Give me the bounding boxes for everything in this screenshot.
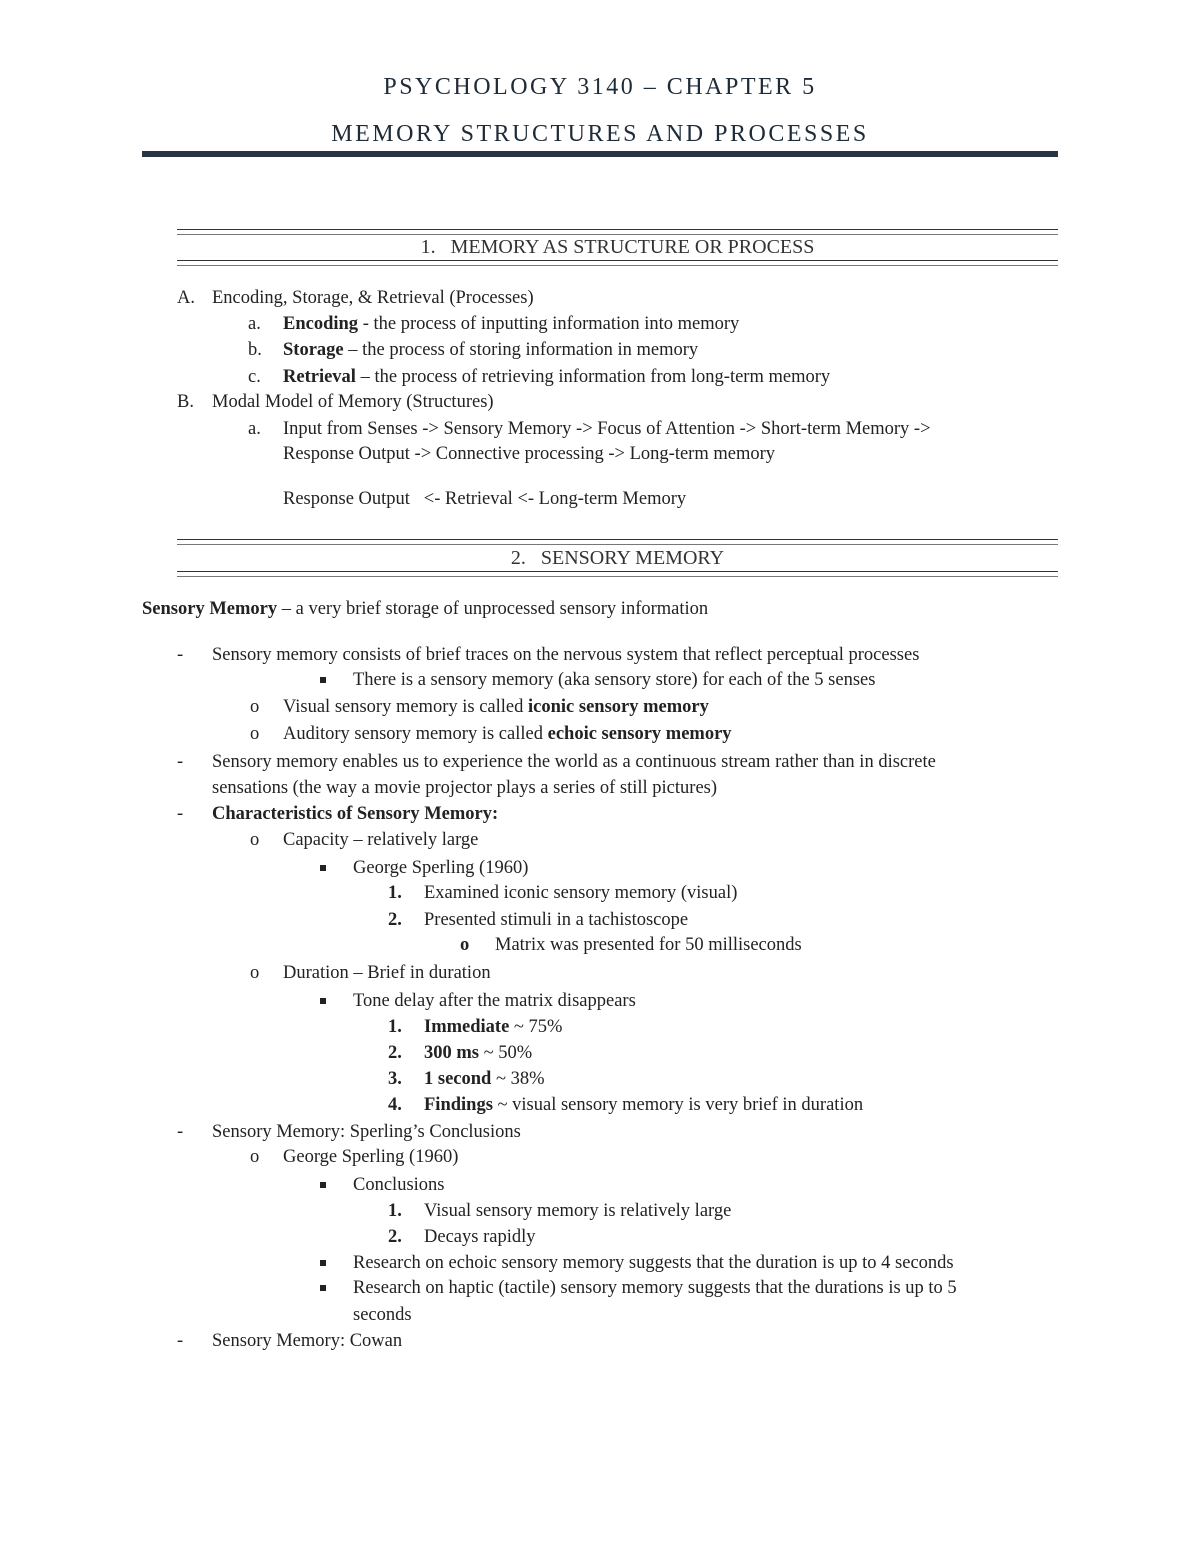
modal-model-line-2: Response Output -> Connective processing -> Long-term memory (283, 444, 776, 464)
dash-bullet: - (177, 1331, 184, 1351)
section-1-title: MEMORY AS STRUCTURE OR PROCESS (450, 236, 815, 258)
bullet-duration: Duration – Brief in duration (283, 963, 491, 983)
bullet-capacity: Capacity – relatively large (283, 830, 479, 850)
circle-bullet: o (250, 697, 260, 717)
conclusion-relatively-large: Visual sensory memory is relatively large (424, 1201, 732, 1221)
section-1-top-rule (177, 229, 1058, 235)
square-bullet (320, 998, 326, 1004)
bullet-continuous-stream-line-2: sensations (the way a movie projector plays a series of still pictures) (212, 778, 718, 798)
list-item-storage: Storage – the process of storing information in memory (283, 340, 699, 360)
bullet-brief-traces: Sensory memory consists of brief traces on the nervous system that reflect perceptual processes (212, 645, 920, 665)
section-2-heading (177, 547, 1058, 570)
bullet-sperling-conclusions: Sensory Memory: Sperling’s Conclusions (212, 1122, 521, 1142)
list-marker: b. (248, 340, 262, 360)
section-1-bottom-rule (177, 260, 1058, 266)
list-marker: c. (248, 367, 261, 387)
bullet-haptic-duration-line-1: Research on haptic (tactile) sensory memory suggests that the durations is up to 5 (353, 1278, 957, 1298)
section-2-title: SENSORY MEMORY (540, 547, 725, 569)
number-marker: 2. (388, 910, 402, 930)
bullet-iconic: Visual sensory memory is called iconic sensory memory (283, 697, 709, 717)
square-bullet (320, 1260, 326, 1266)
modal-model-line-1: Input from Senses -> Sensory Memory -> Focus of Attention -> Short-term Memory -> (283, 419, 931, 439)
bullet-tachistoscope: Presented stimuli in a tachistoscope (424, 910, 689, 930)
document-title: PSYCHOLOGY 3140 – CHAPTER 5 (383, 74, 817, 100)
bullet-matrix-50ms: Matrix was presented for 50 milliseconds (495, 935, 802, 955)
list-item-B: Modal Model of Memory (Structures) (212, 392, 494, 412)
bullet-cowan: Sensory Memory: Cowan (212, 1331, 403, 1351)
section-2-top-rule (177, 539, 1058, 545)
dash-bullet: - (177, 804, 184, 824)
circle-bullet: o (250, 724, 260, 744)
bullet-echoic: Auditory sensory memory is called echoic sensory memory (283, 724, 732, 744)
bullet-characteristics: Characteristics of Sensory Memory: (212, 804, 499, 824)
section-1-number: 1. (420, 236, 436, 258)
bullet-echoic-duration: Research on echoic sensory memory suggests that the duration is up to 4 seconds (353, 1253, 954, 1273)
bullet-conclusions: Conclusions (353, 1175, 445, 1195)
square-bullet (320, 1285, 326, 1291)
list-marker: B. (177, 392, 194, 412)
duration-item-1-second: 1 second ~ 38% (424, 1069, 545, 1089)
bullet-tone-delay: Tone delay after the matrix disappears (353, 991, 636, 1011)
list-item-encoding: Encoding - the process of inputting information into memory (283, 314, 740, 334)
document-subtitle: MEMORY STRUCTURES AND PROCESSES (331, 121, 869, 147)
square-bullet (320, 677, 326, 683)
bullet-continuous-stream-line-1: Sensory memory enables us to experience the world as a continuous stream rather than in discrete (212, 752, 936, 772)
duration-item-300ms: 300 ms ~ 50% (424, 1043, 533, 1063)
number-marker: 1. (388, 1017, 402, 1037)
section-2-bottom-rule (177, 571, 1058, 577)
section-1-heading (177, 236, 1058, 259)
title-divider (142, 151, 1058, 157)
bullet-sperling-capacity: George Sperling (1960) (353, 858, 529, 878)
list-marker: a. (248, 314, 261, 334)
dash-bullet: - (177, 752, 184, 772)
circle-bullet: o (250, 963, 260, 983)
section-2-number: 2. (510, 547, 526, 569)
bullet-five-senses: There is a sensory memory (aka sensory store) for each of the 5 senses (353, 670, 876, 690)
number-marker: 2. (388, 1227, 402, 1247)
number-marker: 4. (388, 1095, 402, 1115)
duration-item-immediate: Immediate ~ 75% (424, 1017, 563, 1037)
modal-model-line-3: Response Output <- Retrieval <- Long-term Memory (283, 489, 687, 509)
number-marker: 2. (388, 1043, 402, 1063)
number-marker: 1. (388, 883, 402, 903)
bullet-haptic-duration-line-2: seconds (353, 1305, 412, 1325)
list-marker: a. (248, 419, 261, 439)
duration-item-findings: Findings ~ visual sensory memory is very brief in duration (424, 1095, 864, 1115)
square-bullet (320, 865, 326, 871)
circle-bullet: o (250, 830, 260, 850)
bullet-examined-iconic: Examined iconic sensory memory (visual) (424, 883, 738, 903)
circle-bullet: o (460, 935, 470, 955)
number-marker: 1. (388, 1201, 402, 1221)
list-item-retrieval: Retrieval – the process of retrieving information from long-term memory (283, 367, 831, 387)
dash-bullet: - (177, 645, 184, 665)
list-marker: A. (177, 288, 195, 308)
dash-bullet: - (177, 1122, 184, 1142)
square-bullet (320, 1182, 326, 1188)
sensory-memory-definition: Sensory Memory – a very brief storage of unprocessed sensory information (142, 599, 709, 619)
number-marker: 3. (388, 1069, 402, 1089)
conclusion-decays-rapidly: Decays rapidly (424, 1227, 536, 1247)
list-item-A: Encoding, Storage, & Retrieval (Processes) (212, 288, 534, 308)
bullet-sperling-1960: George Sperling (1960) (283, 1147, 459, 1167)
circle-bullet: o (250, 1147, 260, 1167)
